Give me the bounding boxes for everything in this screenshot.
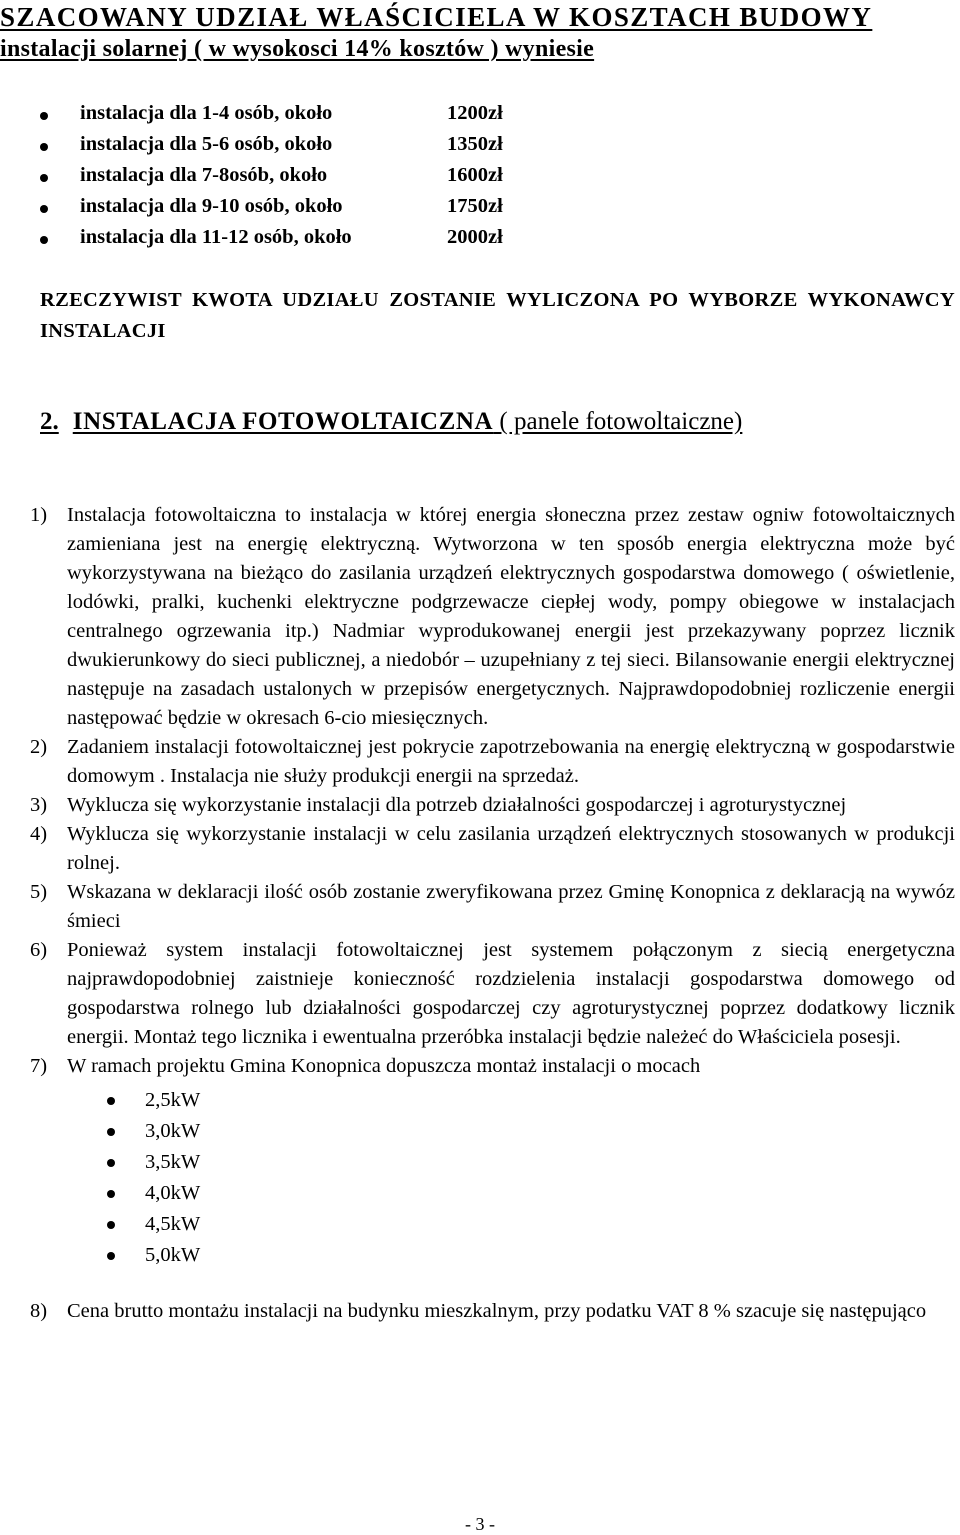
cost-price: 1600zł: [447, 164, 503, 186]
point-text: W ramach projektu Gmina Konopnica dopuszcza montaż instalacji o mocach: [67, 1055, 701, 1077]
list-item: [103, 1147, 955, 1178]
power-option: 2,5kW: [145, 1089, 201, 1111]
list-item: [30, 791, 955, 820]
bullet-icon: [40, 205, 48, 213]
point-text: Wyklucza się wykorzystanie instalacji dla potrzeb działalności gospodarczej i agroturystycznej: [67, 794, 847, 816]
section-number: 2.: [40, 408, 59, 435]
point-text: Wyklucza się wykorzystanie instalacji w celu zasilania urządzeń elektrycznych stosowanych w produkcji rolnej.: [67, 823, 955, 874]
cost-price: 2000zł: [447, 226, 503, 248]
bullet-icon: [107, 1097, 115, 1105]
list-item: [30, 936, 955, 1052]
bullet-icon: [107, 1252, 115, 1260]
list-item: [30, 501, 955, 733]
point-number: 2): [30, 736, 48, 758]
section-subtitle: ( panele fotowoltaiczne): [493, 408, 743, 435]
power-option: 3,0kW: [145, 1120, 201, 1142]
list-item: [103, 1116, 955, 1147]
point-text: Ponieważ system instalacji fotowoltaicznej jest systemem połączonym z siecią energetyczna najprawdopodobniej zaistnieje konieczność rozdzielenia instalacji gospodarstwa domowego od gospodarstwa rolnego lub działalności gospodarczej czy agroturystycznej poprzez dodatkowy licznik energii. Montaż tego licznika i ewentualna przeróbka instalacji będzie należeć do Właściciela posesji.: [67, 939, 955, 1048]
bullet-icon: [40, 174, 48, 182]
point-text: Instalacja fotowoltaiczna to instalacja w której energia słoneczna przez zestaw ogniw fotowoltaicznych zamieniana jest na energię elektryczną. Wytworzona w ten sposób energia elektryczna może być wykorzystywana na bieżąco do zasilania urządzeń elektrycznych gospodarstwa domowego ( oświetlenie, lodówki, pralki, kuchenki elektryczne podgrzewacze ciepłej wody, pompy obiegowe w instalacjach centralnego ogrzewania itp.) Nadmiar wyprodukowanej energii jest przekazywany poprzez licznik dwukierunkowy do sieci publicznej, a niedobór – uzupełniany z tej sieci. Bilansowanie energii elektrycznej następuje na zasadach ustalonych w przepisów energetycznych. Najprawdopodobniej rozliczenie energii następować będzie w okresach 6-cio miesięcznych.: [67, 504, 955, 729]
point-text: Cena brutto montażu instalacji na budynku mieszkalnym, przy podatku VAT 8 % szacuje się następująco: [67, 1300, 927, 1322]
list-item: [30, 820, 955, 878]
power-options-list: [67, 1085, 955, 1271]
cost-description: instalacja dla 7-8osób, około: [80, 164, 328, 186]
bullet-icon: [40, 143, 48, 151]
point-number: 8): [30, 1300, 48, 1322]
point-number: 4): [30, 823, 48, 845]
cost-description: instalacja dla 5-6 osób, około: [80, 133, 333, 155]
cost-description: instalacja dla 11-12 osób, około: [80, 226, 352, 248]
list-item: [30, 878, 955, 936]
point-number: 1): [30, 504, 48, 526]
power-option: 4,5kW: [145, 1213, 201, 1235]
point-text: Zadaniem instalacji fotowoltaicznej jest pokrycie zapotrzebowania na energię elektryczną w gospodarstwie domowym . Instalacja nie służy produkcji energii na sprzedaż.: [67, 736, 955, 787]
point-number: 7): [30, 1055, 48, 1077]
notice-text: RZECZYWIST KWOTA UDZIAŁU ZOSTANIE WYLICZONA PO WYBORZE WYKONAWCY INSTALACJI: [40, 289, 955, 342]
list-item: [103, 1178, 955, 1209]
section-main-title: INSTALACJA FOTOWOLTAICZNA: [72, 408, 494, 435]
power-option: 5,0kW: [145, 1244, 201, 1266]
power-option: 4,0kW: [145, 1182, 201, 1204]
bullet-icon: [107, 1159, 115, 1167]
section-title: [40, 408, 742, 436]
point-number: 6): [30, 939, 48, 961]
list-item: [30, 733, 955, 791]
point-text: Wskazana w deklaracji ilość osób zostanie zweryfikowana przez Gminę Konopnica z deklaracją na wywóz śmieci: [67, 881, 955, 932]
cost-price: 1200zł: [447, 102, 503, 124]
cost-description: instalacja dla 9-10 osób, około: [80, 195, 343, 217]
bullet-icon: [107, 1128, 115, 1136]
power-option: 3,5kW: [145, 1151, 201, 1173]
cost-price: 1350zł: [447, 133, 503, 155]
bullet-icon: [40, 236, 48, 244]
heading-line-2: instalacji solarnej ( w wysokosci 14% kosztów ) wyniesie: [0, 36, 595, 62]
point-number: 3): [30, 794, 48, 816]
list-item: [103, 1085, 955, 1116]
numbered-points: [30, 501, 955, 1326]
cost-description: instalacja dla 1-4 osób, około: [80, 102, 333, 124]
point-number: 5): [30, 881, 48, 903]
cost-price: 1750zł: [447, 195, 503, 217]
list-item: [103, 1240, 955, 1271]
bullet-icon: [40, 112, 48, 120]
page-number: - 3 -: [465, 1514, 495, 1534]
bullet-icon: [107, 1190, 115, 1198]
list-item: [30, 1297, 955, 1326]
list-item: [103, 1209, 955, 1240]
heading-line-1: SZACOWANY UDZIAŁ WŁAŚCICIELA W KOSZTACH BUDOWY: [0, 2, 873, 32]
bullet-icon: [107, 1221, 115, 1229]
list-item: [30, 1052, 955, 1271]
